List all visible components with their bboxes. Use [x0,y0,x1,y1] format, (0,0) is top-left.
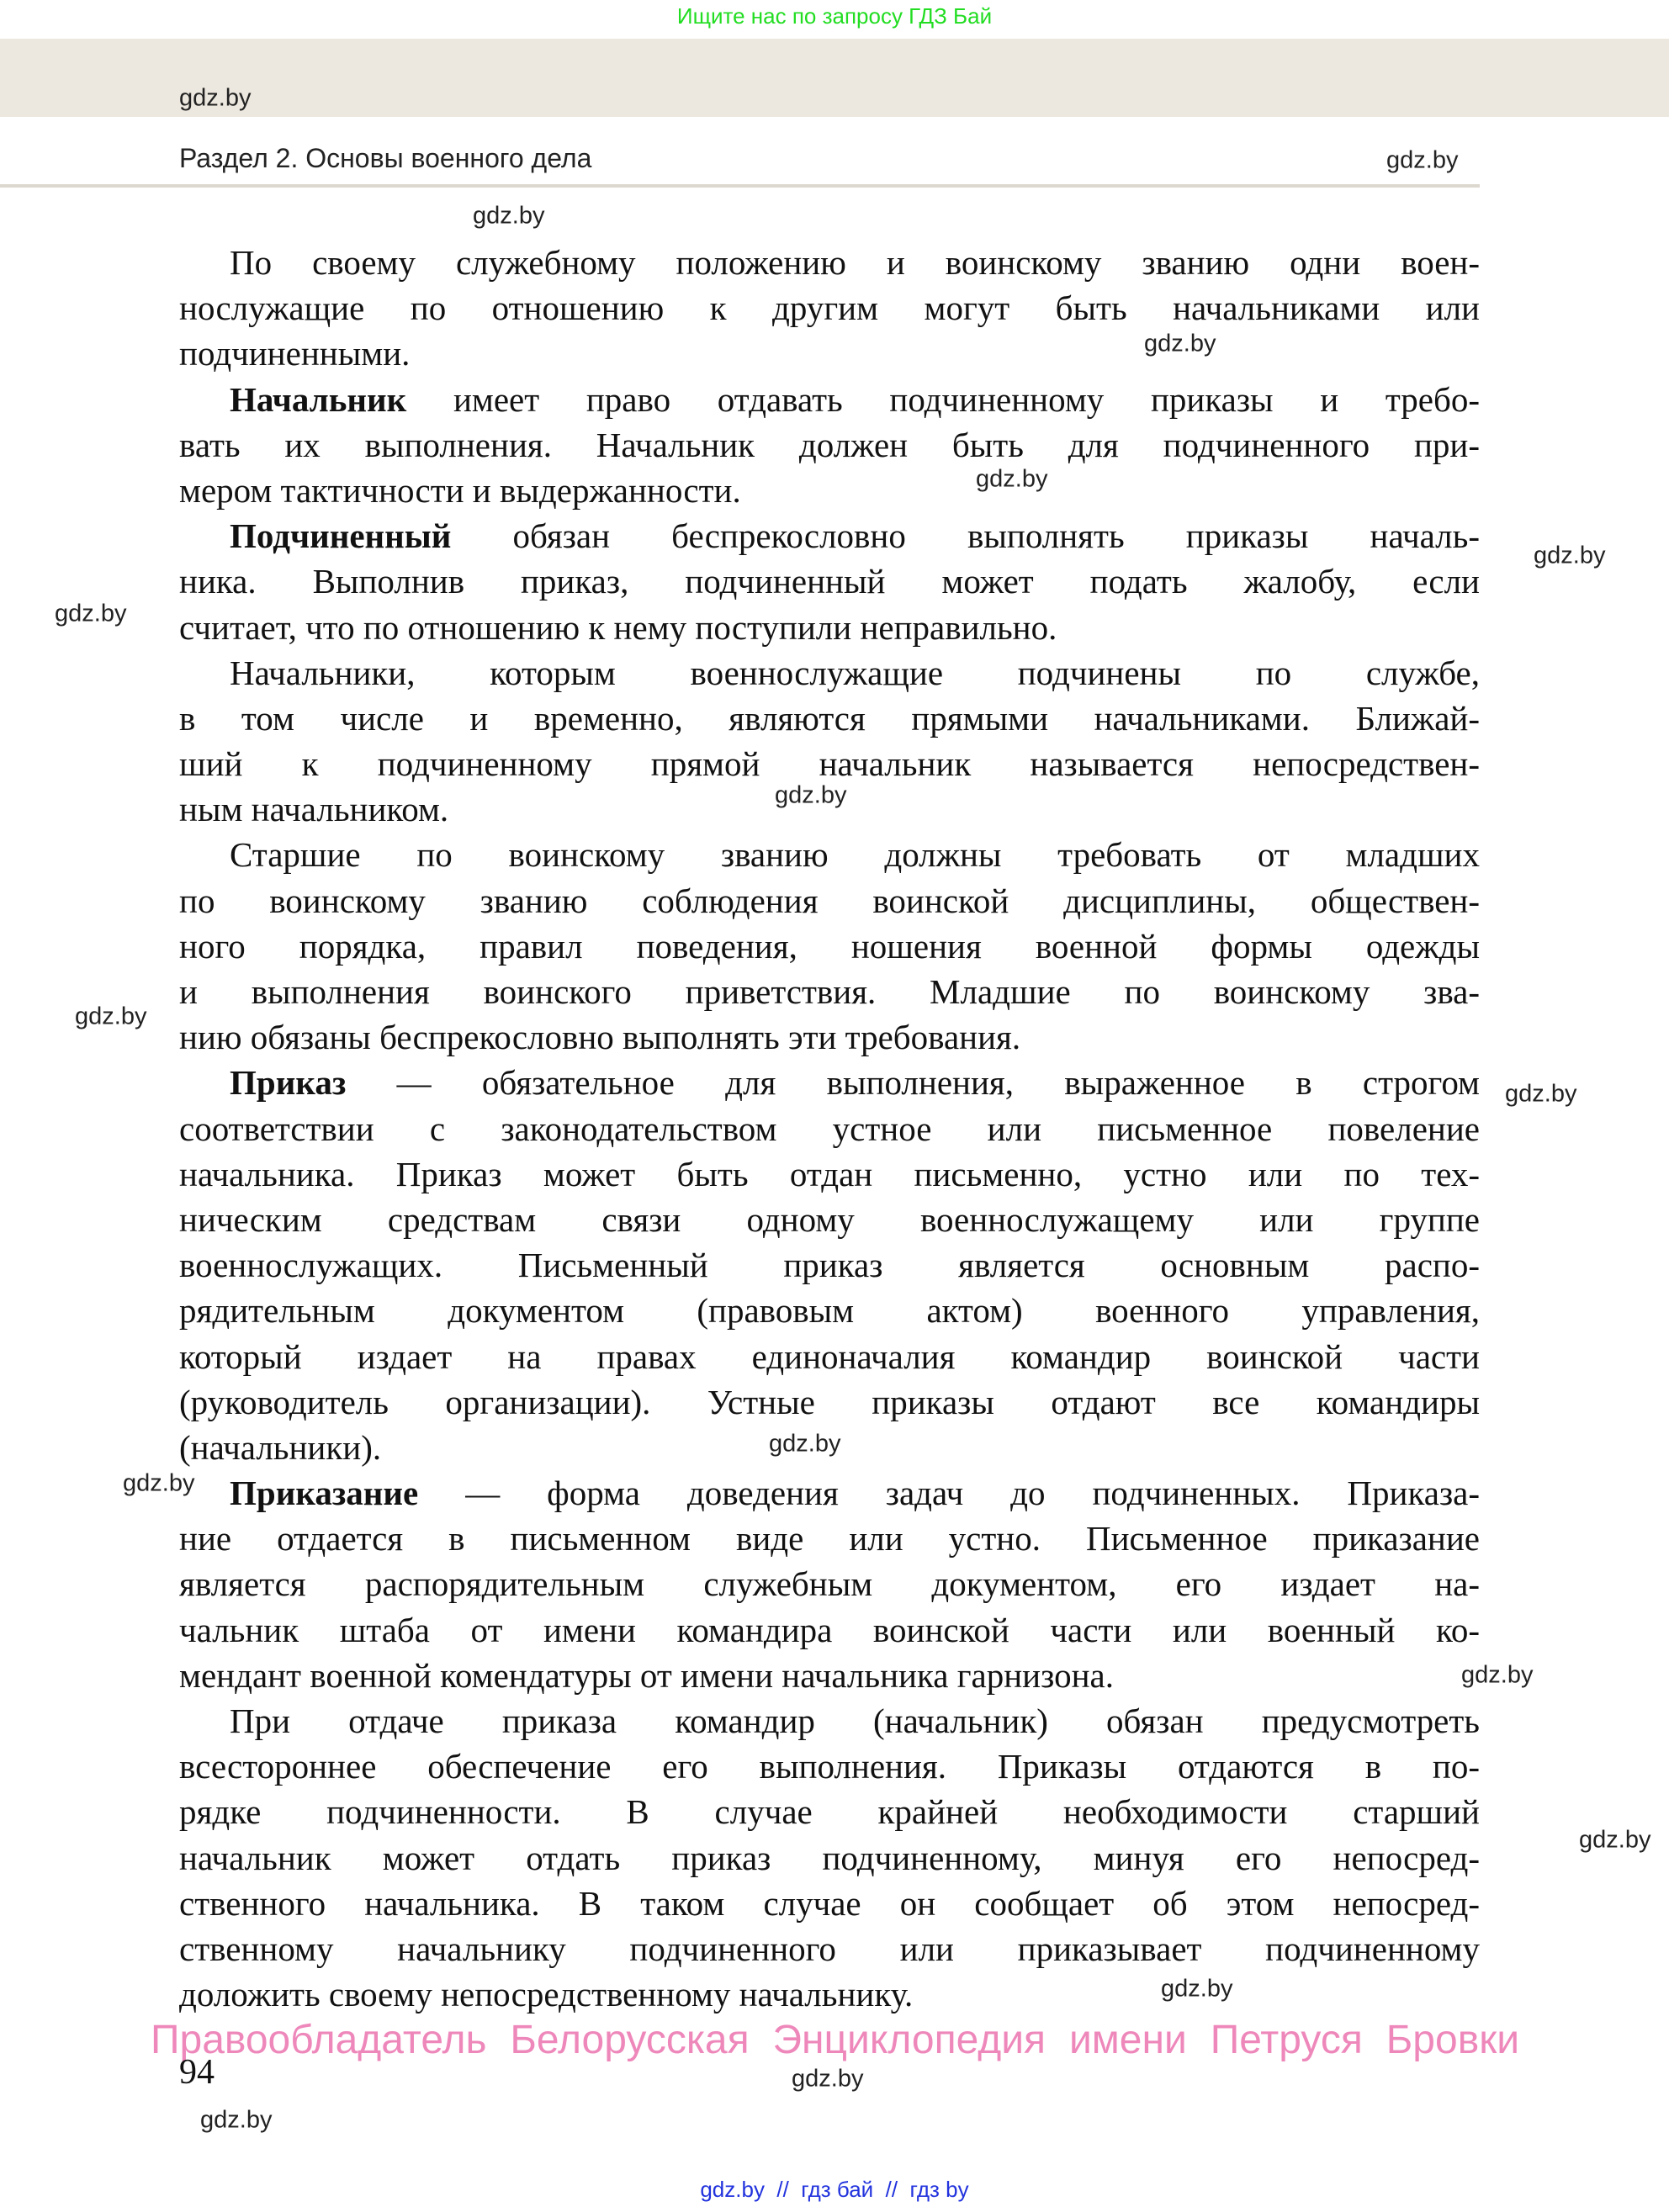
line-text: По своему служебному положению и воинскому званию одни воен- [230,243,1480,282]
text-line [179,1334,1480,1379]
text-line [179,1789,1480,1834]
line-text: который издает на правах единоначалия командир воинской части [179,1336,1480,1376]
line-text: Начальники, которым военнослужащие подчинены по службе, [230,653,1480,692]
text-line [179,1197,1480,1242]
line-text: мендант военной комендатуры от имени начальника гарнизона. [179,1655,1114,1695]
line-text: ственного начальника. В таком случае он сообщает об этом непосред- [179,1883,1480,1923]
line-text: по воинскому званию соблюдения воинской дисциплины, обществен- [179,881,1480,920]
text-line [179,465,1480,513]
text-line [179,969,1480,1014]
watermark: gdz.by [1461,1661,1534,1689]
paragraph [179,513,1480,650]
line-text: подчиненными. [179,334,411,373]
header-divider [0,184,1480,188]
line-text: всестороннее обеспечение его выполнения. Приказы отдаются в по- [179,1747,1480,1786]
text-line [179,1881,1480,1926]
watermark: gdz.by [1534,542,1606,569]
line-text: в том числе и временно, являются прямыми начальниками. Ближай- [179,698,1480,738]
line-text: При отдаче приказа командир (начальник) обязан предусмотреть [230,1701,1480,1740]
text-line [179,1379,1480,1425]
text-line [179,1060,1480,1105]
line-text: мером тактичности и выдержанности. [179,470,741,510]
text-line [179,650,1480,696]
search-hint-banner: Ищите нас по запросу ГДЗ Бай [676,3,993,29]
text-line [179,240,1480,285]
paragraph [179,240,1480,377]
line-text: чальник штаба от имени командира воинской части или военный ко- [179,1610,1480,1649]
line-text: рядке подчиненности. В случае крайней необходимости старший [179,1792,1480,1832]
text-line [179,513,1480,558]
watermark: gdz.by [792,2065,864,2093]
watermark: gdz.by [1144,330,1216,357]
line-text: Старшие по воинскому званию должны требовать от младших [230,835,1480,875]
line-text: нослужащие по отношению к другим могут быть начальниками или [179,288,1480,328]
line-text: и выполнения воинского приветствия. Младшие по воинскому зва- [179,972,1480,1011]
text-line [179,1971,1480,2017]
term-bold: Приказ [230,1063,347,1103]
line-text: ного порядка, правил поведения, ношения военной формы одежды [179,926,1480,966]
text-line [179,1561,1480,1606]
line-text: ника. Выполнив приказ, подчиненный может подать жалобу, если [179,562,1480,601]
text-line [179,422,1480,468]
text-line [179,377,1480,422]
paragraph [179,832,1480,1060]
line-text: ственному начальнику подчиненного или приказывает подчиненному [179,1929,1480,1968]
footer-links[interactable] [0,2177,1669,2203]
text-line [179,1516,1480,1561]
line-text: имеет право отдавать подчиненному приказы и требо- [406,379,1480,419]
watermark: gdz.by [1386,146,1459,174]
text-line [179,1288,1480,1333]
paragraph [179,1060,1480,1470]
line-text: (начальники). [179,1427,382,1467]
text-line [179,1014,1480,1060]
term-bold: Начальник [230,379,407,419]
line-text: — форма доведения задач до подчиненных. Приказа- [418,1474,1480,1513]
text-line [179,1607,1480,1653]
line-text: доложить своему непосредственному начальнику. [179,1975,914,2014]
line-text: обязан беспрекословно выполнять приказы началь- [451,516,1480,556]
line-text: начальника. Приказ может быть отдан письменно, устно или по тех- [179,1154,1480,1193]
line-text: ние отдается в письменном виде или устно. Письменное приказание [179,1519,1480,1558]
text-line [179,741,1480,786]
text-line [179,1106,1480,1151]
line-text: вать их выполнения. Начальник должен быть для подчиненного при- [179,425,1480,464]
watermark: gdz.by [1505,1080,1577,1108]
line-text: (руководитель организации). Устные приказы отдают все командиры [179,1382,1480,1421]
body-text [179,240,1480,2017]
line-text: считает, что по отношению к нему поступили неправильно. [179,607,1057,647]
line-text: — обязательное для выполнения, выраженное в строгом [346,1063,1480,1103]
line-text: является распорядительным служебным документом, его издает на- [179,1564,1480,1604]
text-line [179,1242,1480,1288]
page-number: 94 [179,2053,215,2092]
text-line [179,1653,1480,1698]
text-line [179,1151,1480,1197]
text-line [179,923,1480,969]
watermark: gdz.by [775,781,847,809]
watermark: gdz.by [200,2106,273,2134]
line-text: нию обязаны беспрекословно выполнять эти требования. [179,1018,1021,1057]
line-text: ший к подчиненному прямой начальник называется непосредствен- [179,744,1480,784]
line-text: рядительным документом (правовым актом) военного управления, [179,1291,1480,1331]
line-text: военнослужащих. Письменный приказ является основным распо- [179,1246,1480,1285]
footer-links-text[interactable]: gdz.by // гдз бай // гдз by [700,2177,969,2202]
text-line [179,1698,1480,1744]
line-text: начальник может отдать приказ подчиненному, минуя его непосред- [179,1838,1480,1877]
watermark: gdz.by [75,1003,147,1030]
text-line [179,1926,1480,1971]
text-line [179,1835,1480,1881]
text-line [179,878,1480,923]
watermark: gdz.by [179,84,252,112]
text-line [179,285,1480,331]
copyright-notice: Правообладатель Белорусская Энциклопедия имени Петруся Бровки [151,2018,1519,2062]
text-line [179,558,1480,604]
paragraph [179,377,1480,514]
text-line [179,605,1480,650]
watermark: gdz.by [473,202,545,230]
watermark: gdz.by [976,465,1048,493]
text-line [179,1470,1480,1516]
text-line [179,696,1480,741]
running-head: Раздел 2. Основы военного дела [179,143,592,173]
paragraph [179,1698,1480,2017]
watermark: gdz.by [769,1430,841,1458]
line-text: ным начальником. [179,790,449,829]
term-bold: Приказание [230,1474,419,1513]
watermark: gdz.by [1579,1826,1651,1854]
line-text: соответствии с законодательством устное или письменное повеление [179,1109,1480,1148]
watermark: gdz.by [1161,1975,1233,2003]
text-line [179,1744,1480,1789]
paragraph [179,1470,1480,1698]
text-line [179,832,1480,877]
watermark: gdz.by [123,1469,195,1497]
term-bold: Подчиненный [230,516,452,556]
line-text: ническим средствам связи одному военнослужащему или группе [179,1199,1480,1239]
text-line [179,331,1480,376]
watermark: gdz.by [55,600,127,627]
